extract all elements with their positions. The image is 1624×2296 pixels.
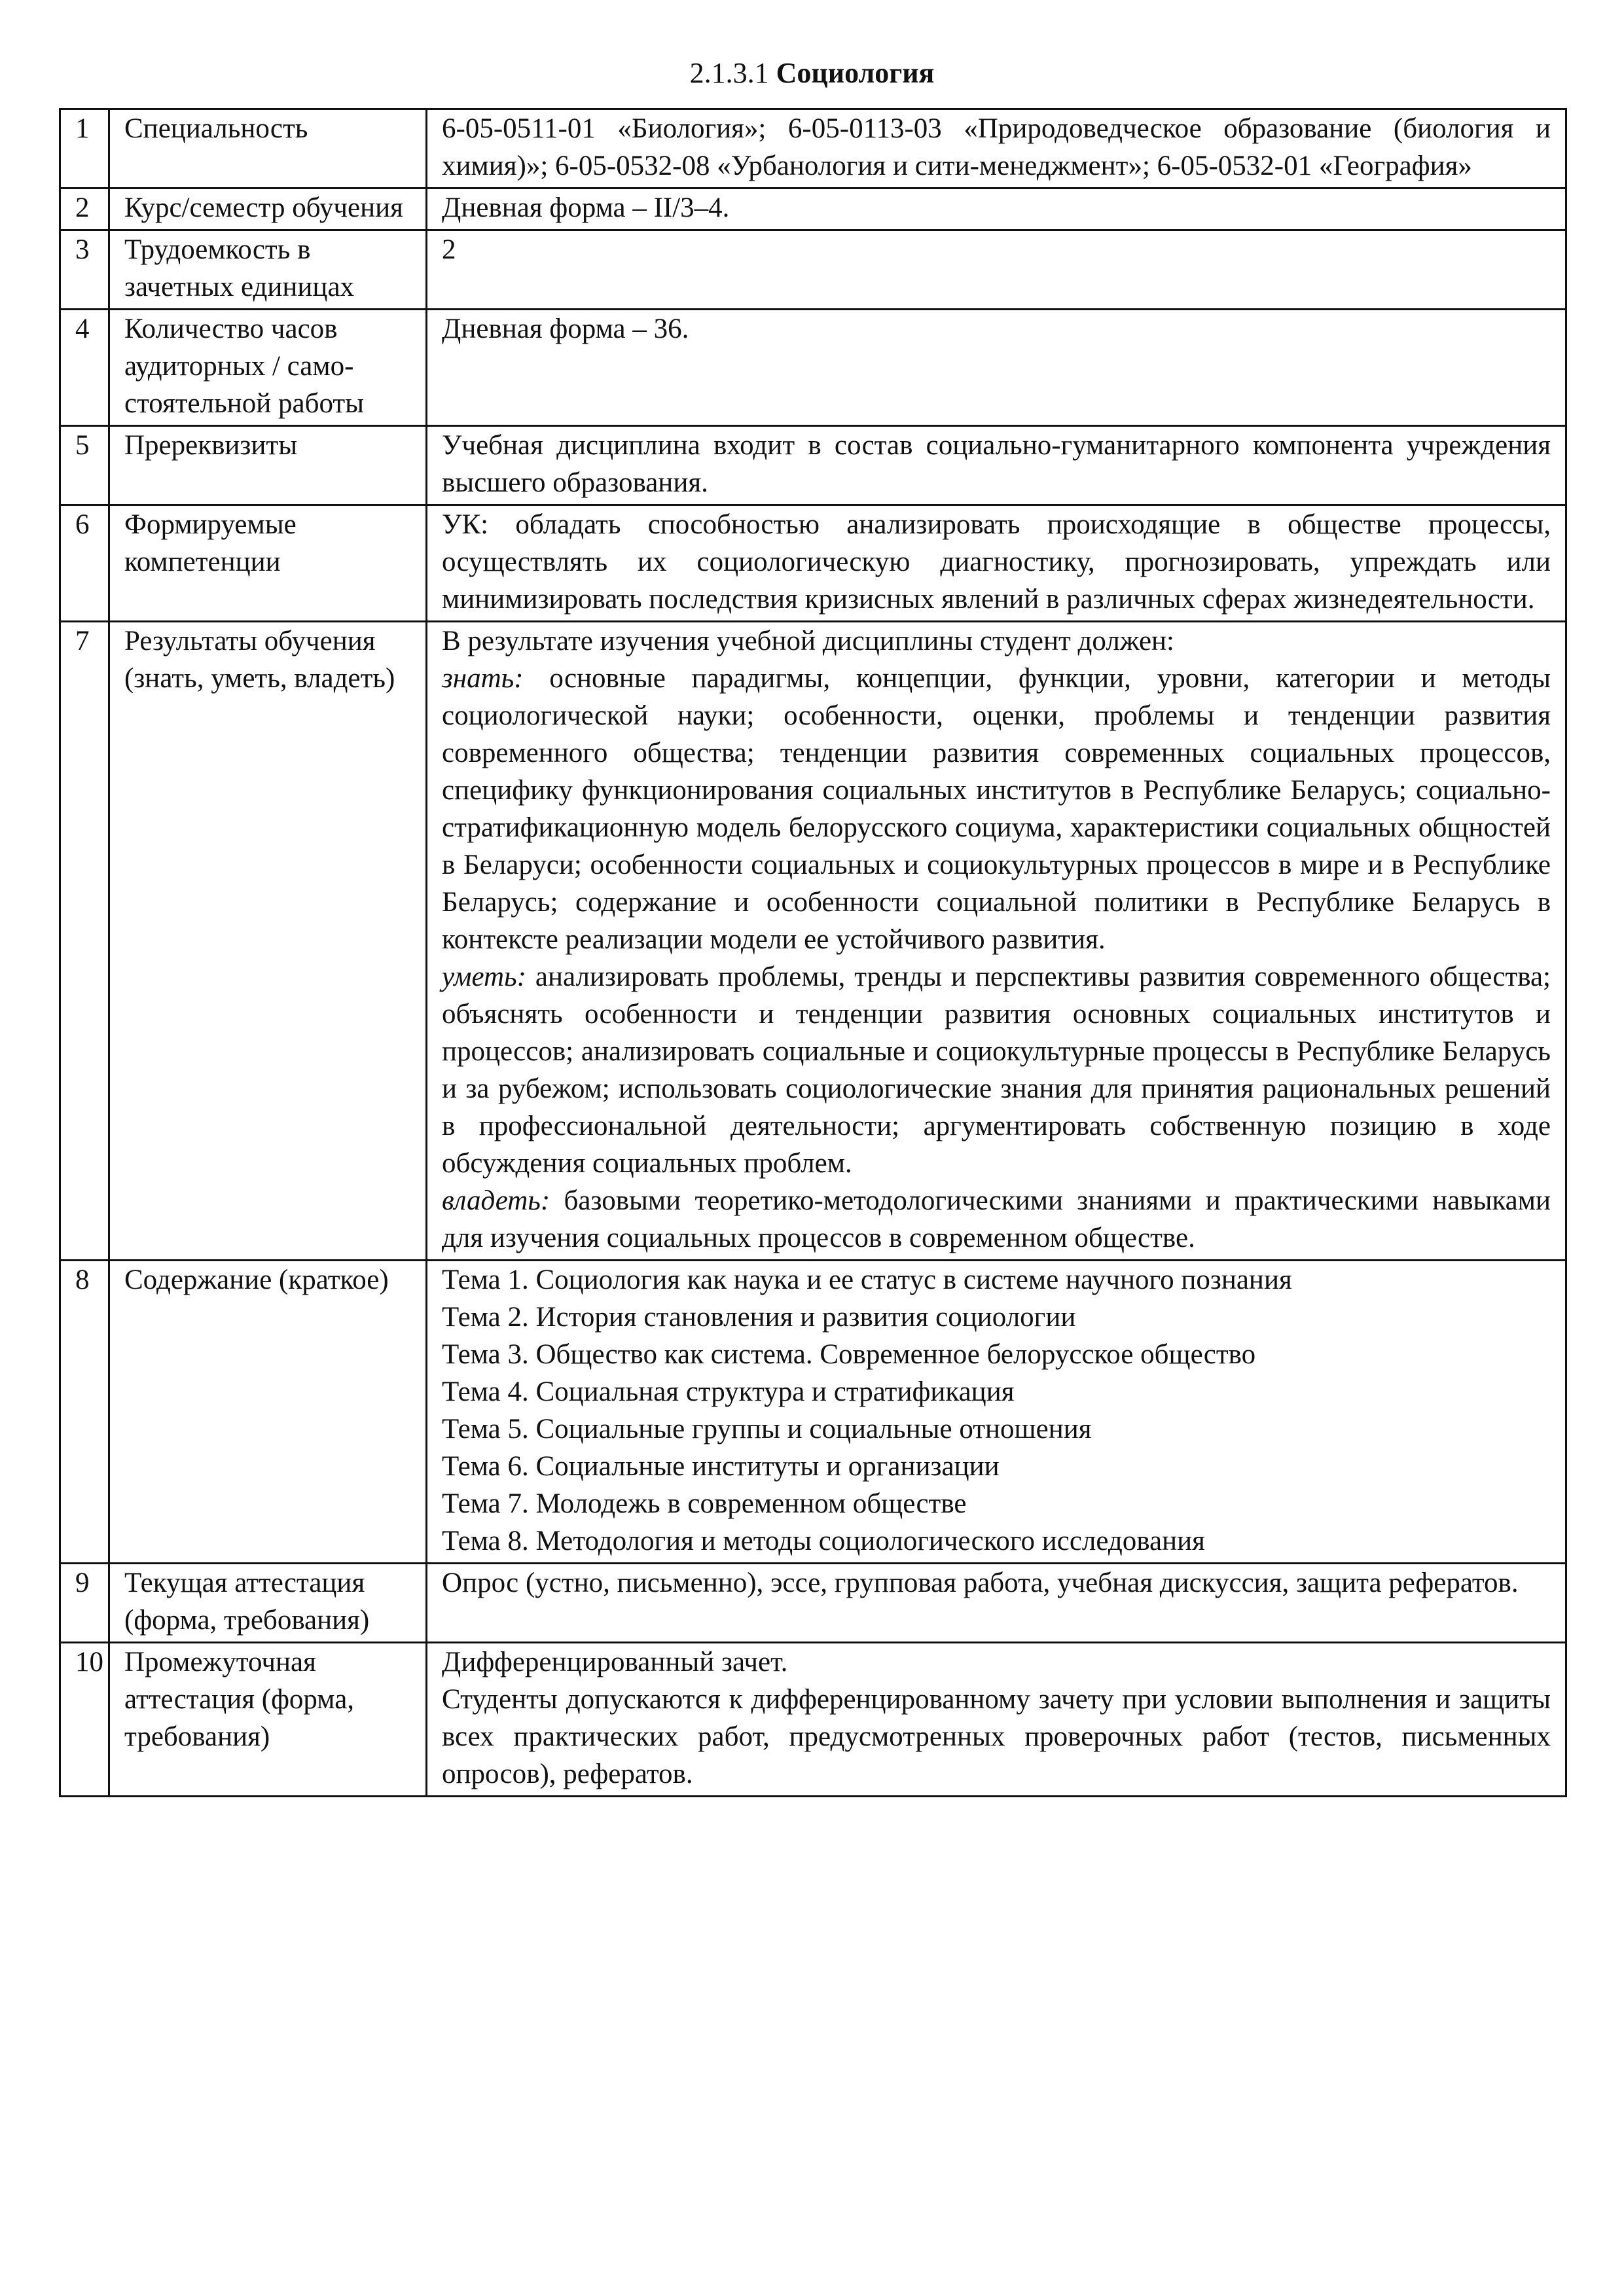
own-text: базовыми теоретико-методологическими знаниями и практическими навыками для изучения социальных процессов в современном обществе. [442,1185,1551,1253]
row-label: Курс/семестр обучения [109,188,427,230]
table-row [60,622,1566,1261]
list-item: Тема 8. Методология и методы социологического исследования [442,1526,1205,1556]
row-number: 5 [60,426,109,505]
list-item: Тема 6. Социальные институты и организации [442,1451,1000,1482]
know-text: основные парадигмы, концепции, функции, уровни, категории и методы социологической науки; особенности, оценки, проблемы и тенденции развития современного общества; тенденции развития современных социальных процессов, специфику функционирования социальных институтов в Республике Беларусь; социально-стратификационную модель белорусского социума, характеристики социальных общностей в Беларуси; особенности социальных и социокультурных процессов в мире и в Республике Беларусь; содержание и особенности социальной политики в Республике Беларусь в контексте реализации модели ее устойчивого развития. [442,663,1551,955]
can-text: анализировать проблемы, тренды и перспективы развития современного общества; объяснять особенности и тенденции развития основных социальных институтов и процессов; анализировать социальные и социокультурные процессы в Республике Беларусь и за рубежом; использовать социологические знания для принятия рациональных решений в профессиональной деятельности; аргументировать собственную позицию в ходе обсуждения социальных проблем. [442,961,1551,1179]
section-heading [0,54,1624,93]
table-row [60,230,1566,310]
table-row [60,310,1566,426]
row-number: 9 [60,1564,109,1643]
list-item: Тема 3. Общество как система. Современное белорусское общество [442,1339,1256,1370]
section-title: Социология [776,57,935,89]
row-label: Специальность [109,109,427,188]
row-number: 6 [60,505,109,622]
list-item: Тема 2. История становления и развития социологии [442,1302,1076,1333]
table-row [60,1564,1566,1643]
row-content: Дневная форма – 36. [427,310,1566,426]
know-lead: знать: [442,663,524,694]
table-row [60,188,1566,230]
discipline-card-table [59,108,1567,1797]
own-lead: владеть: [442,1185,550,1216]
list-item: Тема 5. Социальные группы и социальные отношения [442,1414,1092,1444]
row-label: Количество часов аудиторных / само-стоятельной работы [109,310,427,426]
topics-list [427,1261,1566,1564]
row-label: Формируемые компетенции [109,505,427,622]
row-number: 2 [60,188,109,230]
learning-outcomes-intro: В результате изучения учебной дисциплины студент должен: [442,626,1175,656]
row-number: 8 [60,1261,109,1564]
list-item: Тема 4. Социальная структура и стратификация [442,1376,1015,1407]
learning-outcomes-can [442,958,1551,1182]
row-label: Текущая аттестация (форма, требования) [109,1564,427,1643]
table-row [60,426,1566,505]
row-label: Содержание (краткое) [109,1261,427,1564]
row-number: 10 [60,1643,109,1797]
list-item: Тема 1. Социология как наука и ее статус в системе научного познания [442,1265,1292,1295]
row-content: 2 [427,230,1566,310]
row-number: 1 [60,109,109,188]
table-row [60,505,1566,622]
section-number: 2.1.3.1 [689,57,769,89]
can-lead: уметь: [442,961,526,992]
table-row [60,1643,1566,1797]
list-item: Тема 7. Молодежь в современном обществе [442,1488,967,1519]
row-label: Пререквизиты [109,426,427,505]
row-content [427,1643,1566,1797]
row-content: Дневная форма – II/3–4. [427,188,1566,230]
row-content: УК: обладать способностью анализировать происходящие в обществе процессы, осуществлять их социологическую диагностику, прогнозировать, упреждать или минимизировать последствия кризисных явлений в различных сферах жизнедеятельности. [427,505,1566,622]
row-number: 7 [60,622,109,1261]
row-label: Промежуточная аттестация (форма, требования) [109,1643,427,1797]
table-row [60,109,1566,188]
row-content: Опрос (устно, письменно), эссе, групповая работа, учебная дискуссия, защита рефератов. [427,1564,1566,1643]
row-number: 4 [60,310,109,426]
learning-outcomes-know [442,660,1551,958]
assessment-type: Дифференцированный зачет. [442,1647,788,1677]
row-label: Результаты обучения (знать, уметь, владеть) [109,622,427,1261]
row-label: Трудоемкость в зачетных единицах [109,230,427,310]
table-row [60,1261,1566,1564]
learning-outcomes-own [442,1182,1551,1257]
assessment-requirements: Студенты допускаются к дифференцированному зачету при условии выполнения и защиты всех практических работ, предусмотренных проверочных работ (тестов, письменных опросов), рефератов. [442,1684,1551,1789]
row-content: Учебная дисциплина входит в состав социально-гуманитарного компонента учреждения высшего образования. [427,426,1566,505]
row-content: 6-05-0511-01 «Биология»; 6-05-0113-03 «Природоведческое образование (биология и химия)»; 6-05-0532-08 «Урбанология и сити-менеджмент»; 6-05-0532-01 «География» [427,109,1566,188]
row-content [427,622,1566,1261]
row-number: 3 [60,230,109,310]
